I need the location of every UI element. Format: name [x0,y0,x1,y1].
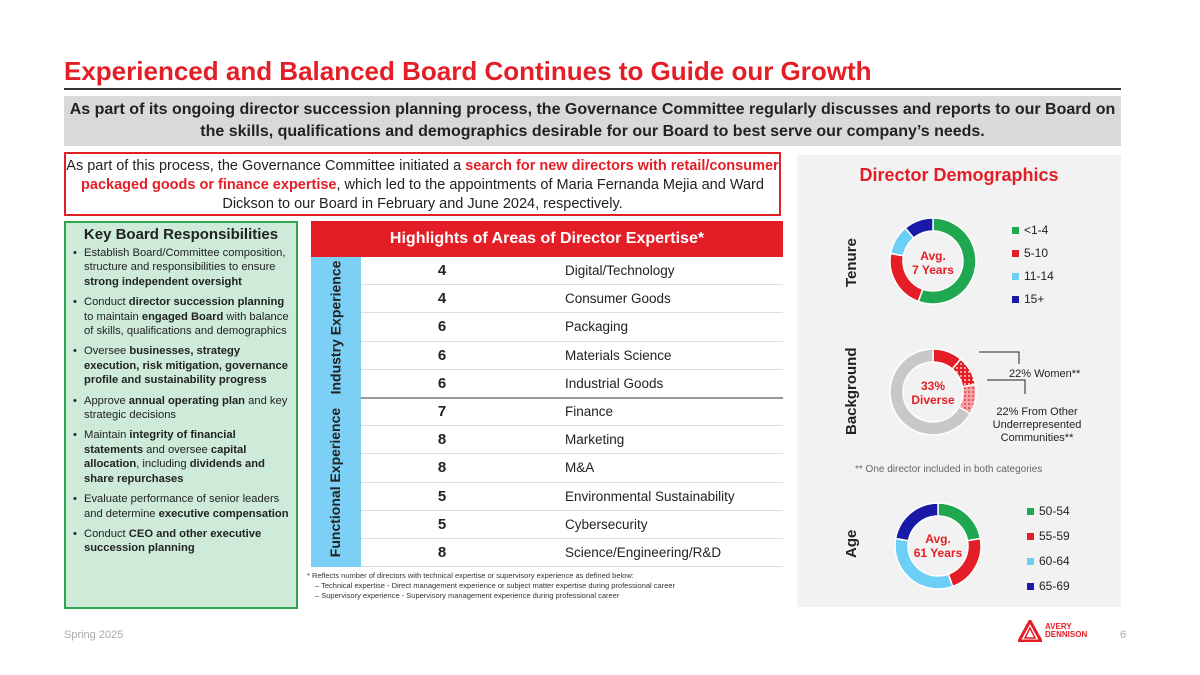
legend-item: 60-64 [1027,549,1070,574]
responsibility-item: • Establish Board/Committee composition, structure and responsibilities to ensure strong independent oversight [70,246,292,289]
footnote-line: * Reflects number of directors with technical expertise or supervisory experience as defined below: [307,571,634,580]
expertise-area: Materials Science [545,342,783,369]
background-note: ** One director included in both categories [855,464,1043,475]
table-row [311,426,783,454]
background-label: Background [843,347,860,435]
responsibilities-title: Key Board Responsibilities [83,226,279,243]
footnote-line: – Supervisory experience - Supervisory management experience during professional career [315,591,620,600]
table-row [311,483,783,511]
page-number: 6 [1120,629,1127,641]
responsibility-item: • Conduct director succession planning to maintain engaged Board with balance of skills, qualifications and demographics [70,295,292,338]
table-row [311,285,783,313]
demographics-title: Director Demographics [859,165,1059,185]
callout-highlight: search for new directors with retail/consumer packaged goods or finance expertise [81,158,779,193]
demographics-panel [797,155,1121,607]
responsibility-item: • Approve annual operating plan and key strategic decisions [70,394,292,423]
expertise-area: Cybersecurity [545,511,783,538]
tenure-label: Tenure [843,238,860,287]
legend-item: 50-54 [1027,499,1070,524]
responsibility-item: • Oversee businesses, strategy execution, risk mitigation, governance profile and sustainability progress [70,344,292,387]
expertise-rows [311,257,783,567]
logo-icon [1018,620,1042,642]
expertise-area: Science/Engineering/R&D [545,539,783,566]
callout-box [64,152,781,216]
legend-item: 15+ [1012,288,1054,311]
responsibility-item: • Conduct CEO and other executive succession planning [70,527,292,556]
intro-banner: As part of its ongoing director succession planning process, the Governance Committee regularly discusses and reports to our Board on the skills, qualifications and demographics desirable for our Board to best serve our company’s needs. [64,96,1121,146]
table-row [311,454,783,482]
legend-item: 65-69 [1027,574,1070,599]
expertise-area: M&A [545,454,783,481]
other-communities-label: 22% From Other Underrepresented Communities** [992,406,1082,444]
expertise-table [311,221,783,567]
expertise-area: Environmental Sustainability [545,483,783,510]
legend-item: 11-14 [1012,265,1054,288]
age-legend [1027,499,1070,599]
expertise-area: Consumer Goods [545,285,783,312]
age-center: Avg. 61 Years [913,532,963,560]
responsibility-item: • Maintain integrity of financial statements and oversee capital allocation, including dividends and share repurchases [70,428,292,486]
background-center: 33% Diverse [911,379,955,407]
legend-item: <1-4 [1012,219,1054,242]
footnote-line: – Technical expertise - Direct management experience or subject matter expertise during professional career [315,581,676,590]
tenure-legend [1012,219,1054,311]
women-label: 22% Women** [1009,368,1081,380]
table-row [311,370,783,398]
director-count: 5 [361,483,523,510]
director-count: 4 [361,285,523,312]
director-count: 4 [361,257,523,284]
expertise-area: Marketing [545,426,783,453]
table-row [311,342,783,370]
legend-item: 55-59 [1027,524,1070,549]
table-row [311,511,783,539]
table-row [311,398,783,426]
expertise-area: Industrial Goods [545,370,783,397]
expertise-title: Highlights of Areas of Director Expertise* [311,221,783,257]
director-count: 8 [361,426,523,453]
callout-pre: As part of this process, the Governance Committee initiated a [66,158,466,174]
page-title: Experienced and Balanced Board Continues to Guide our Growth [64,56,872,86]
table-row [311,257,783,285]
company-logo [1018,620,1095,642]
table-row [311,313,783,341]
group-divider [361,397,783,399]
category-label: Industry Experience [311,257,361,398]
director-count: 6 [361,313,523,340]
expertise-area: Digital/Technology [545,257,783,284]
director-count: 5 [361,511,523,538]
title-divider [64,88,1121,90]
director-count: 6 [361,342,523,369]
key-responsibilities-panel [64,221,298,609]
category-label: Functional Experience [311,398,361,567]
age-label: Age [843,529,860,558]
footer-date: Spring 2025 [64,629,124,641]
director-count: 7 [361,398,523,425]
director-count: 8 [361,539,523,566]
expertise-footnote [307,571,675,601]
table-row [311,539,783,567]
tenure-center: Avg. 7 Years [912,249,954,277]
expertise-area: Packaging [545,313,783,340]
legend-item: 5-10 [1012,242,1054,265]
responsibilities-list [70,246,292,556]
logo-text: AVERY DENNISON [1045,622,1088,639]
callout-post: , which led to the appointments of Maria Fernanda Mejia and Ward Dickson to our Board in February and June 2024, respectively. [222,177,764,212]
director-count: 6 [361,370,523,397]
responsibility-item: • Evaluate performance of senior leaders and determine executive compensation [70,492,292,521]
expertise-area: Finance [545,398,783,425]
director-count: 8 [361,454,523,481]
